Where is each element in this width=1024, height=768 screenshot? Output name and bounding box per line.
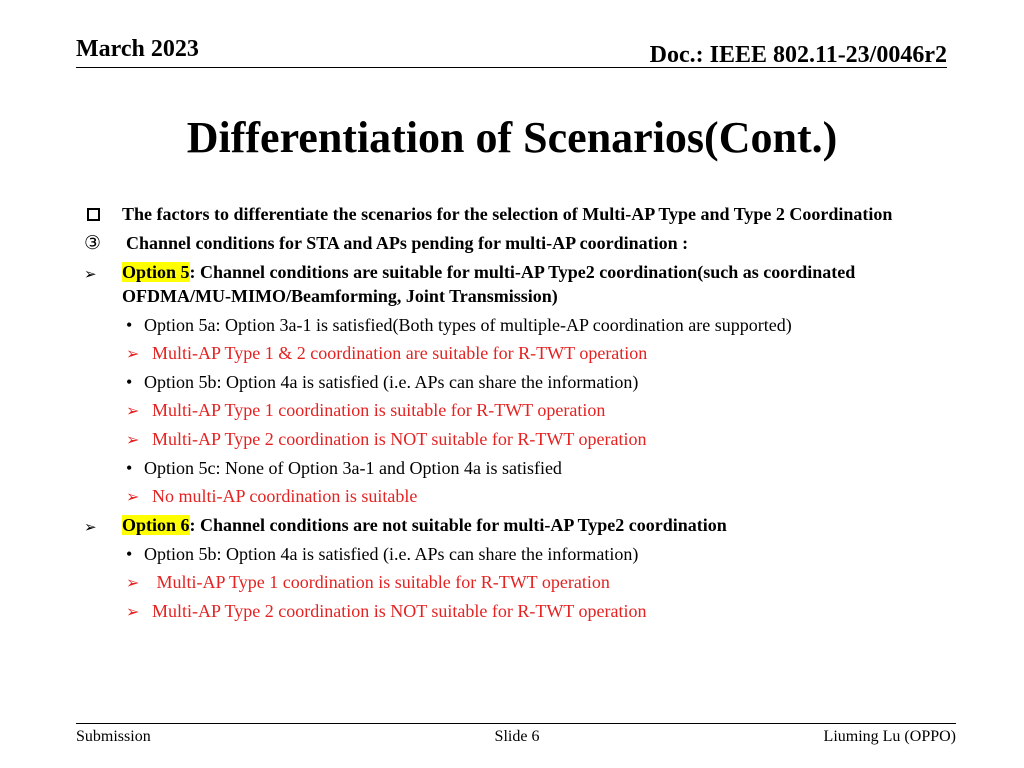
- dot-bullet-icon: •: [126, 544, 133, 564]
- bullet-option-6: ➢ Option 6: Channel conditions are not suitable for multi-AP Type2 coordination: [84, 513, 727, 537]
- result-6b-1: ➢ Multi-AP Type 1 coordination is suitable for R-TWT operation: [126, 570, 610, 595]
- sub-option-5b: • Option 5b: Option 4a is satisfied (i.e. APs can share the information): [126, 372, 639, 392]
- sub-option-5a: • Option 5a: Option 3a-1 is satisfied(Both types of multiple-AP coordination are supported): [126, 315, 792, 335]
- footer-slide-number: Slide 6: [494, 728, 540, 745]
- sub-option-6b: • Option 5b: Option 4a is satisfied (i.e. APs can share the information): [126, 544, 639, 564]
- dot-bullet-icon: •: [126, 372, 133, 392]
- arrow-bullet-icon: ➢: [126, 487, 140, 506]
- dot-bullet-icon: •: [126, 458, 133, 478]
- circled-three-icon: ③: [84, 232, 102, 254]
- option-6-label: Option 6: [122, 515, 190, 535]
- header-doc-id: Doc.: IEEE 802.11-23/0046r2: [649, 42, 947, 68]
- result-5c-1: ➢ No multi-AP coordination is suitable: [126, 484, 417, 509]
- arrow-bullet-icon: ➢: [126, 573, 140, 592]
- bullet-channel-conditions: ③ Channel conditions for STA and APs pending for multi-AP coordination :: [84, 232, 689, 254]
- arrow-bullet-icon: ➢: [126, 430, 140, 449]
- sub-option-5c: • Option 5c: None of Option 3a-1 and Option 4a is satisfied: [126, 458, 562, 478]
- header-divider: [76, 67, 947, 68]
- arrow-bullet-icon: ➢: [84, 265, 97, 283]
- footer-author: Liuming Lu (OPPO): [823, 728, 956, 745]
- dot-bullet-icon: •: [126, 315, 133, 335]
- result-5a-1: ➢ Multi-AP Type 1 & 2 coordination are suitable for R-TWT operation: [126, 341, 647, 366]
- header-date: March 2023: [76, 36, 199, 62]
- footer-submission: Submission: [76, 728, 151, 745]
- bullet-option-5: ➢ Option 5: Channel conditions are suitable for multi-AP Type2 coordination(such as coordinated: [84, 260, 855, 284]
- square-bullet-icon: [87, 208, 100, 221]
- bullet-factors: The factors to differentiate the scenarios for the selection of Multi-AP Type and Type 2 Coordination: [84, 202, 892, 226]
- arrow-bullet-icon: ➢: [84, 518, 97, 536]
- result-6b-2: ➢ Multi-AP Type 2 coordination is NOT suitable for R-TWT operation: [126, 599, 647, 624]
- option-5-label: Option 5: [122, 262, 190, 282]
- footer-divider: [76, 723, 956, 724]
- result-5b-2: ➢ Multi-AP Type 2 coordination is NOT suitable for R-TWT operation: [126, 427, 647, 452]
- arrow-bullet-icon: ➢: [126, 344, 140, 363]
- option-5-continuation: OFDMA/MU-MIMO/Beamforming, Joint Transmission): [122, 286, 558, 306]
- slide-title: Differentiation of Scenarios(Cont.): [186, 113, 838, 162]
- arrow-bullet-icon: ➢: [126, 401, 140, 420]
- result-5b-1: ➢ Multi-AP Type 1 coordination is suitable for R-TWT operation: [126, 398, 605, 423]
- arrow-bullet-icon: ➢: [126, 602, 140, 621]
